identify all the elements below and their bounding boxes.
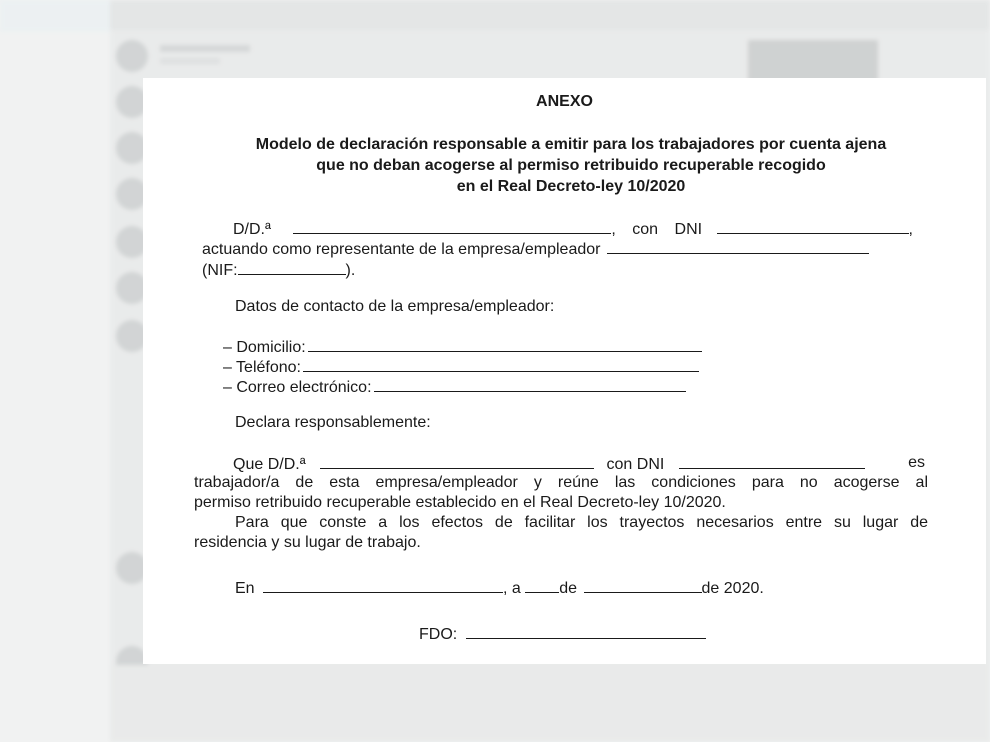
subtitle-line: Modelo de declaración responsable a emitir para los trabajadores por cuenta ajena (255, 136, 887, 153)
declaration-line-5: residencia y su lugar de trabajo. (194, 534, 421, 551)
correo-label: – Correo electrónico: (223, 379, 372, 396)
dni-blank[interactable] (717, 218, 909, 234)
correo-blank[interactable] (374, 376, 686, 392)
nif-blank[interactable] (238, 259, 346, 275)
representative-text: actuando como representante de la empresa/empleador (202, 241, 601, 258)
trailing-comma: , (908, 221, 913, 238)
background-footer (110, 665, 990, 742)
name-blank[interactable] (293, 218, 611, 234)
declaration-line-2: trabajador/a de esta empresa/empleador y reúne las condiciones para no acogerse al (194, 474, 928, 491)
document-subtitle (191, 134, 951, 197)
company-blank[interactable] (607, 238, 869, 254)
declaration-line-1 (233, 453, 925, 475)
place-date-line (235, 577, 764, 599)
nif-open: (NIF: (202, 262, 238, 279)
place-blank[interactable] (263, 577, 503, 593)
declarant-label: D/D.ª (233, 221, 271, 238)
declaration-heading: Declara responsablemente: (235, 414, 431, 431)
year-label: de 2020. (701, 580, 764, 597)
subtitle-line: que no deban acogerse al permiso retribuido recuperable recogido (316, 157, 826, 174)
dni-prefix: , con DNI (611, 221, 703, 238)
nif-line (202, 259, 355, 281)
background-header (110, 0, 990, 30)
month-blank[interactable] (584, 577, 702, 593)
a-label: , a (503, 580, 521, 597)
contact-telefono (223, 356, 699, 378)
background-row (116, 36, 376, 74)
telefono-blank[interactable] (303, 356, 699, 372)
declaration-line-4: Para que conste a los efectos de facilitar los trayectos necesarios entre su lugar de (235, 514, 928, 531)
document-title: ANEXO (536, 93, 593, 110)
de-label: de (559, 580, 578, 597)
nif-close: ). (345, 262, 356, 279)
es-label: es (908, 454, 925, 471)
que-label: Que D/D.ª (233, 456, 306, 473)
signature-blank[interactable] (466, 623, 706, 639)
con-dni-label: con DNI (606, 456, 665, 473)
signature-label: FDO: (419, 626, 458, 643)
worker-dni-blank[interactable] (679, 453, 865, 469)
en-label: En (235, 580, 255, 597)
contact-heading: Datos de contacto de la empresa/empleador: (235, 298, 555, 315)
background-panel (0, 0, 110, 32)
worker-name-blank[interactable] (320, 453, 594, 469)
contact-domicilio (223, 336, 702, 358)
contact-correo (223, 376, 686, 398)
representative-line (202, 238, 869, 260)
declarant-line (233, 218, 929, 240)
document-page (143, 78, 986, 664)
subtitle-line: en el Real Decreto-ley 10/2020 (456, 178, 686, 195)
domicilio-label: – Domicilio: (223, 339, 306, 356)
day-blank[interactable] (525, 577, 559, 593)
telefono-label: – Teléfono: (223, 359, 301, 376)
signature-line (419, 623, 706, 645)
domicilio-blank[interactable] (308, 336, 702, 352)
declaration-line-3: permiso retribuido recuperable establecido en el Real Decreto-ley 10/2020. (194, 494, 726, 511)
